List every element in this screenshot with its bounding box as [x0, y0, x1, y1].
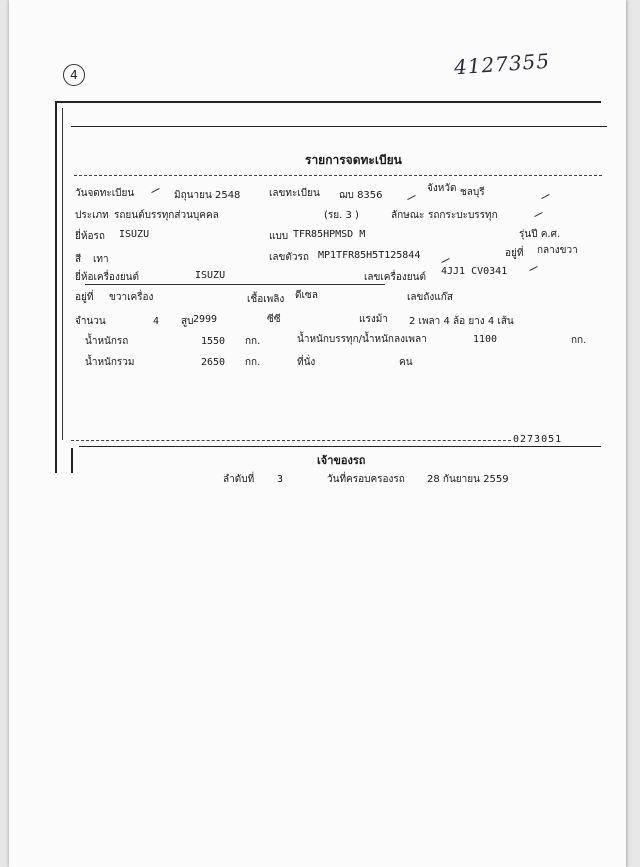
province-value: ชลบุรี: [460, 187, 485, 198]
top-border-line: [55, 101, 601, 103]
registration-date-label: วันจดทะเบียน: [75, 188, 135, 199]
chassis-location-value: กลางขวา: [537, 245, 578, 256]
owner-left-line: [71, 448, 73, 473]
province-label: จังหวัด: [427, 183, 457, 194]
owner-divider-line: [79, 446, 601, 447]
plate-number-label: เลขทะเบียน: [269, 188, 320, 199]
tick-mark: [407, 195, 415, 200]
gas-tank-label: เลขถังแก๊ส: [407, 292, 453, 303]
engine-make-value: ISUZU: [195, 270, 226, 281]
vehicle-type-value: รถยนต์บรรทุกส่วนบุคคล: [114, 210, 219, 221]
chassis-number-label: เลขตัวรถ: [269, 252, 309, 263]
chassis-location-label: อยู่ที่: [505, 248, 524, 259]
horsepower-label: แรงม้า: [359, 314, 388, 325]
total-weight-label: น้ำหนักรวม: [85, 357, 135, 368]
plate-number-value: ฌบ 8356: [339, 190, 383, 201]
count-label: จำนวน: [75, 316, 106, 327]
document-page: [9, 0, 626, 867]
load-weight-unit: กก.: [571, 335, 587, 346]
title-underline: [74, 175, 602, 176]
tick-mark: [529, 266, 537, 271]
owner-order-label: ลำดับที่: [223, 474, 255, 485]
registration-date-value: มิถุนายน 2548: [174, 190, 241, 201]
character-label: ลักษณะ: [391, 210, 425, 221]
total-weight-unit: กก.: [245, 357, 261, 368]
total-weight-value: 2650: [201, 357, 226, 368]
make-value: ISUZU: [119, 229, 150, 240]
possession-date-label: วันที่ครอบครองรถ: [327, 474, 405, 485]
chassis-number-value: MP1TFR85H5T125844: [318, 250, 421, 261]
cc-label: ซีซี: [267, 314, 281, 325]
tick-mark: [441, 258, 449, 263]
engine-location-value: ขวาเครื่อง: [109, 292, 154, 303]
tick-mark: [541, 194, 549, 199]
color-label: สี: [75, 254, 82, 265]
vehicle-code-value: (รย. 3 ): [324, 210, 359, 221]
left-border-line: [55, 101, 57, 473]
engine-location-label: อยู่ที่: [75, 292, 94, 303]
count-value: 4: [153, 316, 160, 327]
seats-label: ที่นั่ง: [297, 357, 316, 368]
engine-number-label: เลขเครื่องยนต์: [364, 272, 426, 283]
document-title: รายการจดทะเบียน: [305, 153, 402, 167]
seats-unit: คน: [399, 357, 413, 368]
fuel-label: เชื้อเพลิง: [247, 294, 285, 305]
axles-wheels-value: 2 เพลา 4 ล้อ ยาง 4 เส้น: [409, 316, 514, 327]
bottom-dashed-line: [71, 440, 511, 441]
character-value: รถกระบะบรรทุก: [428, 210, 498, 221]
model-label: แบบ: [269, 231, 289, 242]
left-inner-line: [62, 108, 63, 440]
color-value: เทา: [93, 254, 109, 265]
tick-mark: [151, 188, 159, 193]
model-year-label: รุ่นปี ค.ศ.: [519, 229, 561, 240]
possession-date-value: 28 กันยายน 2559: [427, 474, 509, 485]
cc-value: 2999: [193, 314, 218, 325]
serial-number: 0273051: [513, 434, 563, 445]
handwritten-number: 4127355: [453, 48, 551, 80]
tick-mark: [534, 212, 542, 217]
load-weight-label: น้ำหนักบรรทุก/น้ำหนักลงเพลา: [297, 334, 427, 345]
vehicle-weight-unit: กก.: [245, 336, 261, 347]
owner-order-value: 3: [277, 474, 284, 485]
model-value: TFR85HPMSD M: [293, 229, 366, 240]
vehicle-weight-value: 1550: [201, 336, 226, 347]
header-inner-line: [71, 126, 607, 127]
vehicle-type-label: ประเภท: [75, 210, 109, 221]
fuel-value: ดีเซล: [295, 290, 318, 301]
load-weight-value: 1100: [473, 334, 498, 345]
engine-number-value: 4JJ1 CV0341: [441, 266, 508, 277]
engine-underline: [85, 284, 385, 285]
owner-heading: เจ้าของรถ: [317, 454, 366, 467]
make-label: ยี่ห้อรถ: [75, 231, 105, 242]
circled-page-number: 4: [63, 64, 85, 86]
engine-make-label: ยี่ห้อเครื่องยนต์: [75, 272, 140, 283]
vehicle-weight-label: น้ำหนักรถ: [85, 336, 129, 347]
cylinder-label: สูบ: [181, 316, 194, 327]
